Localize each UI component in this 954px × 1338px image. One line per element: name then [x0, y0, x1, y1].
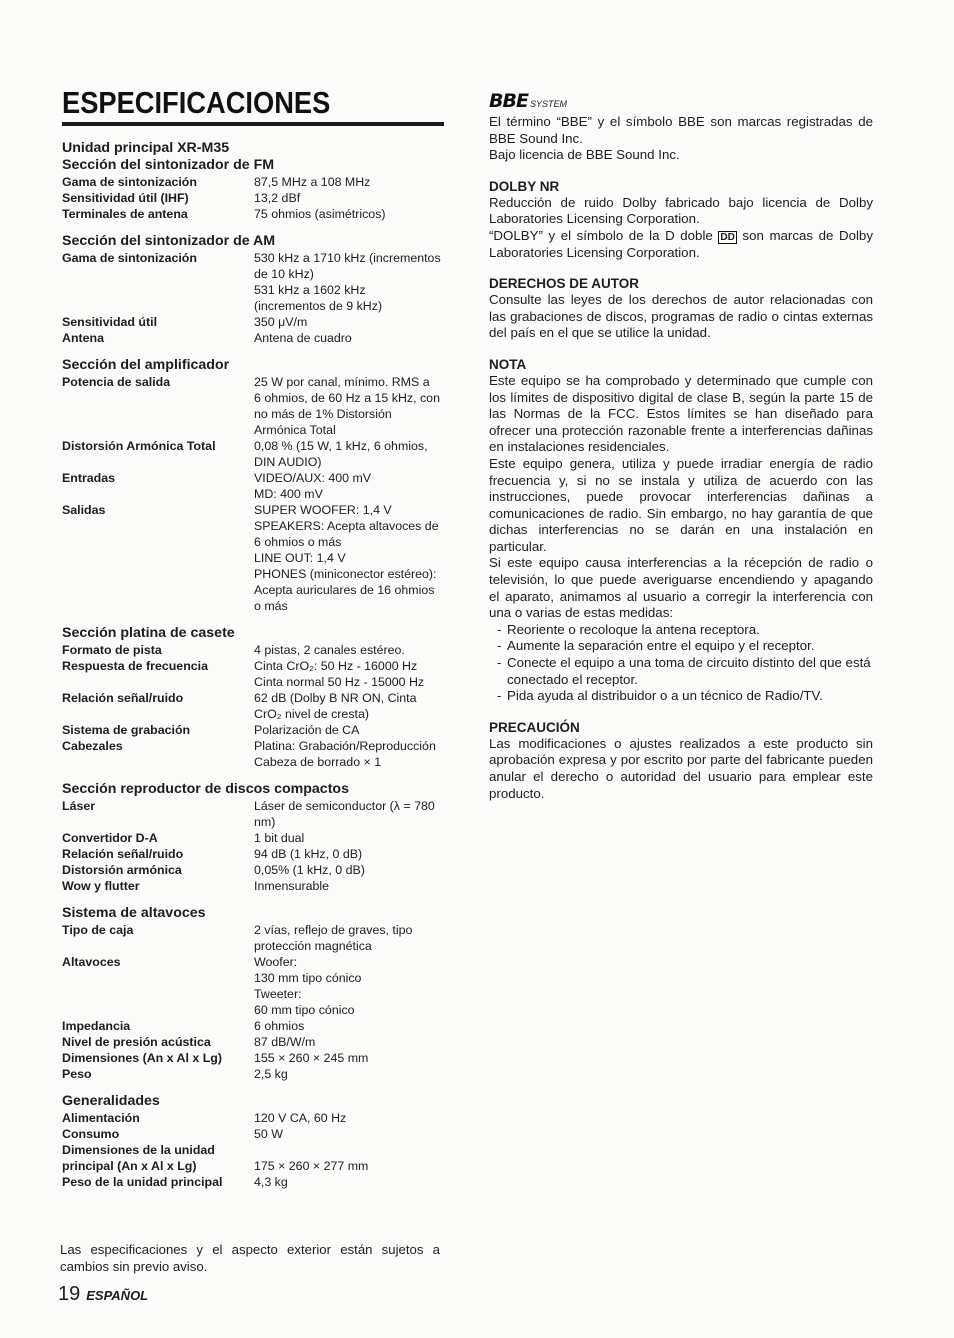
copyright-text — [489, 292, 873, 342]
spec-label: Consumo — [62, 1127, 120, 1141]
spec-label: Impedancia — [62, 1019, 131, 1033]
spec-label: Gama de sintonización — [62, 251, 197, 265]
spec-value-line: PHONES (miniconector estéreo): — [254, 567, 437, 581]
spec-row — [62, 1110, 446, 1126]
text-line: los límites de dispositivo digital de clase B, según la parte 15 de — [489, 389, 873, 405]
spec-value-line: 0,08 % (15 W, 1 kHz, 6 ohmios, — [254, 439, 428, 453]
spec-value — [254, 250, 446, 314]
spec-row — [62, 374, 446, 438]
spec-value-line: Tweeter: — [254, 987, 302, 1001]
spec-label: Nivel de presión acústica — [62, 1035, 211, 1049]
spec-label: Wow y flutter — [62, 879, 140, 893]
spec-value-line: CrO₂ nivel de cresta) — [254, 707, 369, 721]
text-line: Consulte las leyes de los derechos de autor relacionadas con — [489, 292, 873, 308]
spec-value-line: Woofer: — [254, 955, 298, 969]
spec-row — [62, 206, 446, 222]
dolby-text-pre: “DOLBY” y el símbolo de la D doble — [489, 227, 713, 243]
spec-value — [254, 722, 446, 738]
spec-label: Distorsión Armónica Total — [62, 439, 216, 453]
spec-value-line: 2,5 kg — [254, 1067, 288, 1081]
spec-value — [254, 1142, 446, 1158]
spec-value — [254, 1126, 446, 1142]
spec-row — [62, 954, 446, 1018]
spec-value — [254, 690, 446, 722]
spec-value-line: MD: 400 mV — [254, 487, 323, 501]
spec-row — [62, 1126, 446, 1142]
nota-text — [489, 373, 873, 622]
spec-row — [62, 330, 446, 346]
text-line: aprobación expresa y por escrito por parte del fabricante pueden — [489, 752, 873, 768]
page-number: 19 — [58, 1283, 81, 1305]
spec-value — [254, 314, 446, 330]
spec-value-line: nm) — [254, 815, 276, 829]
spec-value — [254, 738, 446, 770]
spec-value-line: 50 W — [254, 1127, 283, 1141]
spec-value-line: 6 ohmios — [254, 1019, 305, 1033]
spec-value-line: 155 × 260 × 245 mm — [254, 1051, 369, 1065]
text-line: en instalaciones residenciales. — [489, 439, 670, 455]
spec-value-line: 87 dB/W/m — [254, 1035, 316, 1049]
spec-value — [254, 1110, 446, 1126]
footnote-line: cambios sin previo aviso. — [60, 1259, 208, 1274]
spec-row — [62, 846, 446, 862]
spec-value — [254, 830, 446, 846]
text-line: del país en el que se utilice la unidad. — [489, 325, 711, 341]
spec-value — [254, 954, 446, 1018]
text-line: dichas interferencias no se darán en una instalación en particular. — [489, 522, 873, 554]
dolby-text-post: son marcas de Dolby — [742, 227, 873, 243]
page-title: ESPECIFICACIONES — [62, 85, 331, 120]
spec-value-line: 94 dB (1 kHz, 0 dB) — [254, 847, 363, 861]
nota-heading: NOTA — [489, 356, 527, 372]
spec-row — [62, 190, 446, 206]
text-line: Si este equipo causa interferencias a la récepción de radio o — [489, 555, 873, 571]
text-line: las grabaciones de discos, programas de radio o cintas externas — [489, 308, 873, 324]
spec-value — [254, 502, 446, 614]
spec-value-line: Platina: Grabación/Reproducción — [254, 739, 436, 753]
spec-value-line: no más de 1% Distorsión — [254, 407, 392, 421]
text-line: Reducción de ruido Dolby fabricado bajo licencia de Dolby — [489, 194, 873, 210]
footnote — [60, 1241, 440, 1275]
text-line: comunicaciones de radio. Sin embargo, no hay garantía de que — [489, 505, 873, 521]
section-heading: Sección del sintonizador de AM — [62, 233, 276, 249]
text-line: Bajo licencia de BBE Sound Inc. — [489, 147, 680, 163]
spec-label: Antena — [62, 331, 104, 345]
spec-value-line: SPEAKERS: Acepta altavoces de — [254, 519, 439, 533]
footnote-line: Las especificaciones y el aspecto exterior están sujetos a — [60, 1242, 440, 1257]
spec-row — [62, 830, 446, 846]
spec-value — [254, 330, 446, 346]
spec-row — [62, 438, 446, 470]
spec-label: Sensitividad útil — [62, 315, 158, 329]
spec-row — [62, 658, 446, 690]
spec-value-line: 62 dB (Dolby B NR ON, Cinta — [254, 691, 417, 705]
spec-row — [62, 470, 446, 502]
title-rule — [62, 122, 444, 126]
spec-value-line: Acepta auriculares de 16 ohmios — [254, 583, 435, 597]
spec-value-line: 530 kHz a 1710 kHz (incrementos — [254, 251, 441, 265]
section-heading: Sección platina de casete — [62, 625, 235, 641]
spec-row — [62, 922, 446, 954]
bullet-item: - Conecte el equipo a una toma de circuito distinto del que está conectado el receptor. — [507, 655, 873, 688]
spec-value-line: 60 mm tipo cónico — [254, 1003, 355, 1017]
spec-value — [254, 798, 446, 830]
spec-row — [62, 1018, 446, 1034]
spec-value-line: 25 W por canal, mínimo. RMS a — [254, 375, 430, 389]
spec-value-line: 13,2 dBf — [254, 191, 301, 205]
bullet-item: - Pida ayuda al distribuidor o a un técnico de Radio/TV. — [507, 688, 873, 705]
spec-label: Peso — [62, 1067, 92, 1081]
bullet-item: - Aumente la separación entre el equipo y el receptor. — [507, 638, 873, 655]
spec-value-line: 4 pistas, 2 canales estéreo. — [254, 643, 405, 657]
spec-value — [254, 1018, 446, 1034]
spec-value-line: LINE OUT: 1,4 V — [254, 551, 346, 565]
text-line: BBE Sound Inc. — [489, 130, 583, 146]
spec-value — [254, 190, 446, 206]
spec-value-line: 120 V CA, 60 Hz — [254, 1111, 347, 1125]
spec-row — [62, 798, 446, 830]
spec-label: Sistema de grabación — [62, 723, 191, 737]
spec-label: Peso de la unidad principal — [62, 1175, 223, 1189]
spec-row — [62, 174, 446, 190]
spec-label: Salidas — [62, 503, 106, 517]
spec-value — [254, 878, 446, 894]
spec-row — [62, 1050, 446, 1066]
spec-row — [62, 502, 446, 614]
spec-value-line — [254, 1142, 446, 1158]
spec-value-line: 6 ohmios, de 60 Hz a 15 kHz, con — [254, 391, 440, 405]
spec-row — [62, 642, 446, 658]
spec-value-line: Cabeza de borrado × 1 — [254, 755, 382, 769]
spec-label: Altavoces — [62, 955, 121, 969]
spec-row — [62, 722, 446, 738]
text-line: anular el derecho o autoridad del usuario para emplear este — [489, 769, 873, 784]
spec-value-line: Láser de semiconductor (λ = 780 — [254, 799, 435, 813]
spec-value-line: 87,5 MHz a 108 MHz — [254, 175, 371, 189]
spec-sections — [62, 157, 446, 1190]
spec-label: Dimensiones de la unidad — [62, 1143, 215, 1157]
spec-value-line: de 10 kHz) — [254, 267, 314, 281]
spec-value — [254, 1050, 446, 1066]
spec-label: Dimensiones (An x Al x Lg) — [62, 1051, 222, 1065]
spec-row — [62, 1174, 446, 1190]
spec-value — [254, 922, 446, 954]
spec-value-line: 350 μV/m — [254, 315, 308, 329]
spec-value — [254, 470, 446, 502]
spec-label: Alimentación — [62, 1111, 140, 1125]
section-heading: Sección del amplificador — [62, 357, 230, 373]
copyright-heading: DERECHOS DE AUTOR — [489, 276, 640, 292]
section-heading: Generalidades — [62, 1093, 160, 1109]
spec-value-line: 531 kHz a 1602 kHz — [254, 283, 366, 297]
bbe-logo — [489, 90, 873, 114]
spec-label: Cabezales — [62, 739, 123, 753]
text-line: las Normas de la FCC. Estos límites se han diseñado para — [489, 406, 873, 422]
spec-value — [254, 658, 446, 690]
unit-heading: Unidad principal XR-M35 — [62, 140, 230, 156]
spec-label: Terminales de antena — [62, 207, 188, 221]
spec-value-line: Inmensurable — [254, 879, 330, 893]
spec-row — [62, 690, 446, 722]
spec-label: Láser — [62, 799, 96, 813]
spec-row — [62, 314, 446, 330]
spec-value-line: Antena de cuadro — [254, 331, 352, 345]
spec-value-line: (incrementos de 9 kHz) — [254, 299, 383, 313]
spec-value-line: 1 bit dual — [254, 831, 305, 845]
text-line: una o varias de estas medidas: — [489, 605, 674, 621]
spec-value — [254, 1158, 446, 1174]
bbe-logo-mark: BBE — [489, 90, 528, 112]
spec-label: Relación señal/ruido — [62, 847, 184, 861]
spec-value — [254, 438, 446, 470]
spec-value-line: Cinta normal 50 Hz - 15000 Hz — [254, 675, 425, 689]
spec-label: principal (An x Al x Lg) — [62, 1159, 197, 1173]
spec-value — [254, 1174, 446, 1190]
spec-value-line: DIN AUDIO) — [254, 455, 322, 469]
spec-value-line: 130 mm tipo cónico — [254, 971, 362, 985]
page-footer — [58, 1282, 148, 1308]
text-line: frecuencia y, si no se instala y utiliza de acuerdo con las — [489, 472, 873, 488]
spec-row — [62, 878, 446, 894]
spec-value-line: o más — [254, 599, 288, 613]
nota-bullets — [489, 622, 873, 705]
dolby-heading: DOLBY NR — [489, 178, 560, 194]
spec-row — [62, 1158, 446, 1174]
spec-value-line: 175 × 260 × 277 mm — [254, 1159, 369, 1173]
text-line: Las modificaciones o ajustes realizados a este producto sin — [489, 735, 873, 751]
spec-value — [254, 862, 446, 878]
spec-label: Potencia de salida — [62, 375, 171, 389]
text-line: ofrecer una protección razonable frente a interferencias dañinas — [489, 422, 873, 438]
spec-value-line: protección magnética — [254, 939, 372, 953]
spec-row — [62, 738, 446, 770]
spec-label: Formato de pista — [62, 643, 162, 657]
text-line: instrucciones, puede provocar interferencias dañinas a — [489, 489, 873, 505]
text-line: el aparato, animamos al usuario a corregir la interferencia con — [489, 588, 873, 604]
spec-row — [62, 862, 446, 878]
spec-value — [254, 1034, 446, 1050]
spec-label: Sensitividad útil (IHF) — [62, 191, 189, 205]
text-line: Laboratories Licensing Corporation. — [489, 211, 700, 227]
bbe-logo-system: SYSTEM — [529, 99, 567, 109]
spec-row — [62, 250, 446, 314]
spec-value — [254, 1066, 446, 1082]
spec-label: Gama de sintonización — [62, 175, 197, 189]
text-line: Este equipo se ha comprobado y determinado que cumple con — [489, 372, 873, 388]
spec-value — [254, 374, 446, 438]
spec-value-line: SUPER WOOFER: 1,4 V — [254, 503, 392, 517]
text-line: producto. — [489, 785, 545, 801]
bbe-text — [489, 114, 873, 164]
spec-value-line: Armónica Total — [254, 423, 336, 437]
spec-value-line: 75 ohmios (asimétricos) — [254, 207, 386, 221]
language-label: ESPAÑOL — [86, 1288, 149, 1303]
text-line: Laboratories Licensing Corporation. — [489, 244, 700, 260]
dolby-text — [489, 195, 873, 261]
spec-row — [62, 1066, 446, 1082]
spec-label: Convertidor D-A — [62, 831, 158, 845]
spec-value-line: Cinta CrO₂: 50 Hz - 16000 Hz — [254, 659, 418, 673]
spec-value-line: 2 vías, reflejo de graves, tipo — [254, 923, 413, 937]
section-heading: Sección reproductor de discos compactos — [62, 781, 349, 797]
spec-label: Entradas — [62, 471, 116, 485]
precaucion-text — [489, 736, 873, 802]
spec-value-line: Polarización de CA — [254, 723, 360, 737]
spec-label: Relación señal/ruido — [62, 691, 184, 705]
text-line: Este equipo genera, utiliza y puede irradiar energía de radio — [489, 455, 873, 471]
spec-value — [254, 174, 446, 190]
text-line — [489, 228, 873, 245]
section-heading: Sistema de altavoces — [62, 905, 206, 921]
right-column — [489, 90, 873, 802]
spec-value — [254, 642, 446, 658]
section-heading: Sección del sintonizador de FM — [62, 157, 275, 173]
spec-row — [62, 1142, 446, 1158]
spec-value-line: 0,05% (1 kHz, 0 dB) — [254, 863, 365, 877]
bullet-item: - Reoriente o recoloque la antena receptora. — [507, 622, 873, 639]
spec-value-line: 6 ohmios o más — [254, 535, 342, 549]
spec-label: Tipo de caja — [62, 923, 134, 937]
text-line: televisión, lo que puede averiguarse encendiendo y apagando — [489, 572, 873, 588]
double-d-icon: DD — [720, 231, 735, 243]
spec-value — [254, 846, 446, 862]
left-column — [62, 86, 446, 1190]
precaucion-heading: PRECAUCIÓN — [489, 719, 580, 735]
spec-value-line: VIDEO/AUX: 400 mV — [254, 471, 372, 485]
spec-row — [62, 1034, 446, 1050]
text-line: El término “BBE” y el símbolo BBE son marcas registradas de — [489, 114, 873, 129]
spec-value — [254, 206, 446, 222]
spec-label: Respuesta de frecuencia — [62, 659, 208, 673]
spec-value-line: 4,3 kg — [254, 1175, 288, 1189]
spec-label: Distorsión armónica — [62, 863, 182, 877]
